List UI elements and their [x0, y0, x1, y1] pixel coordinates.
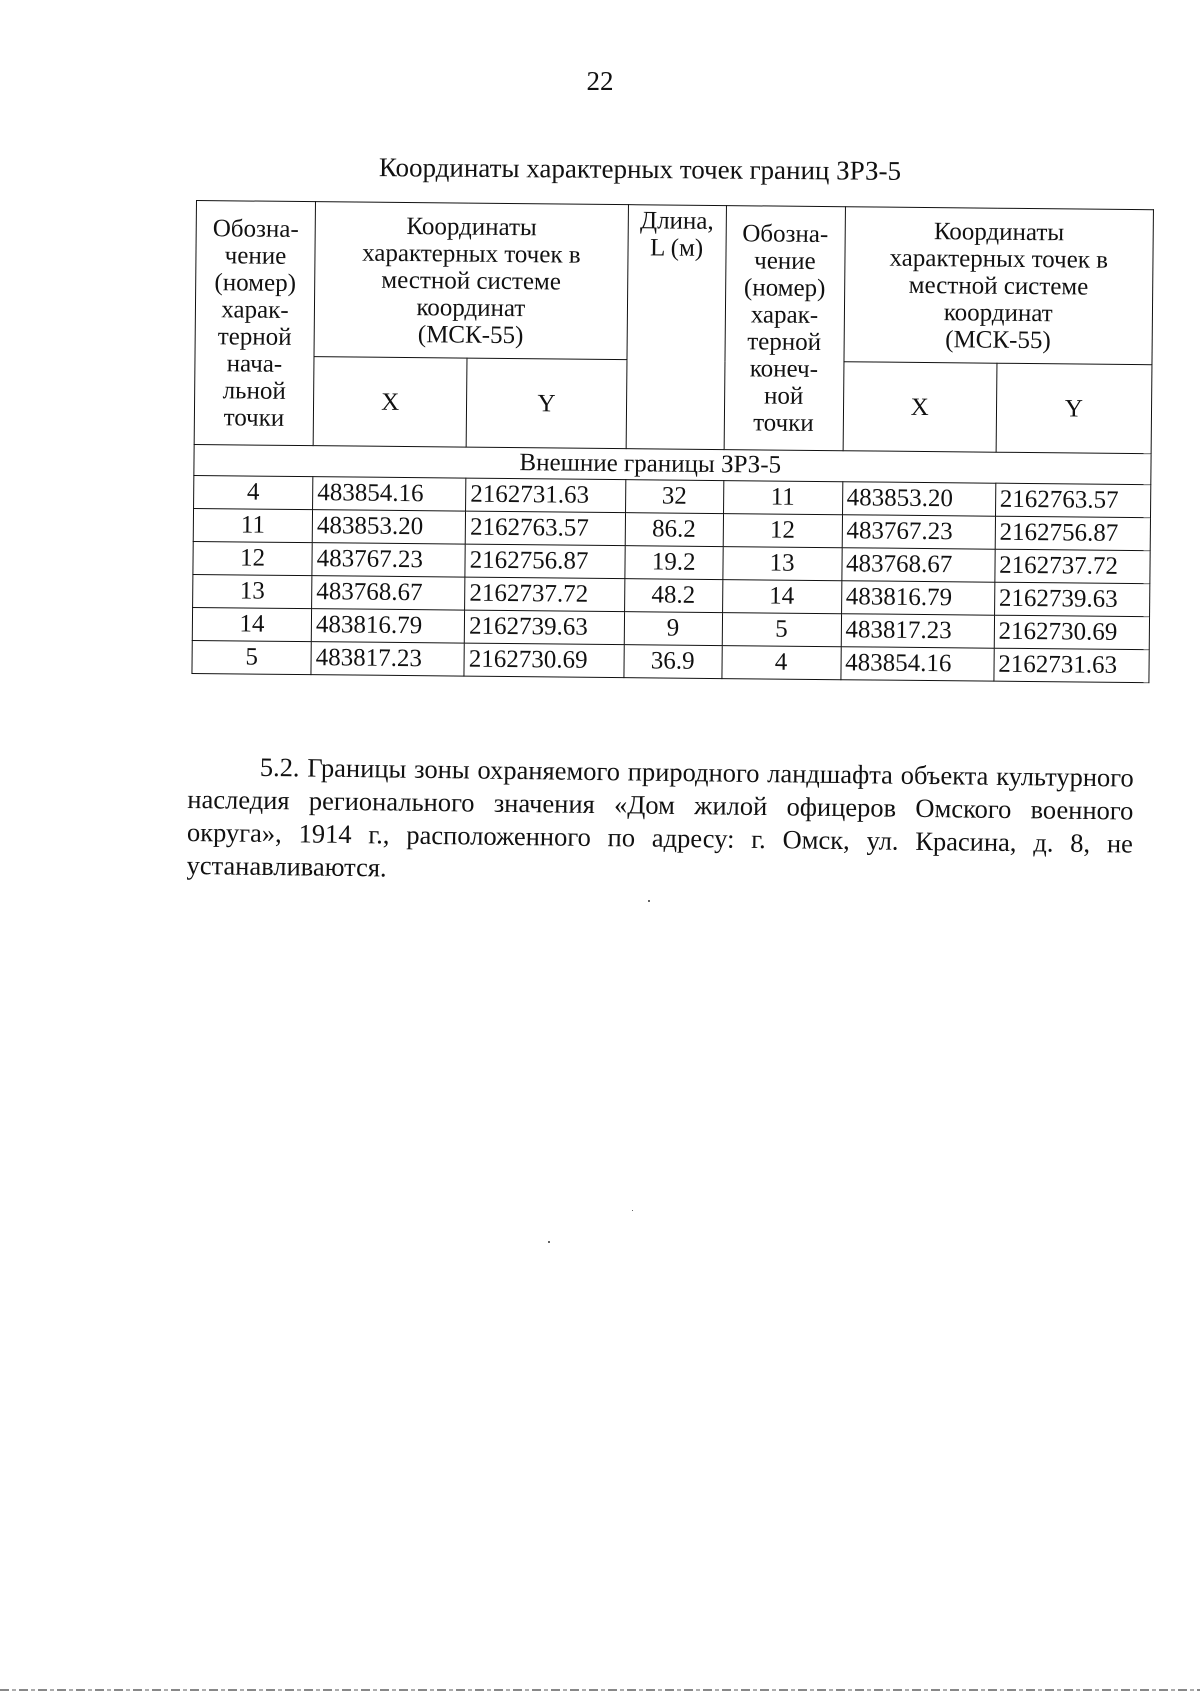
length-cell: 36.9: [624, 645, 722, 679]
page-number: 22: [586, 66, 614, 96]
header-line: точки: [753, 408, 814, 437]
header-line: Координаты: [406, 212, 537, 241]
header-length-lines: [630, 207, 723, 262]
header-end-point-lines: [726, 220, 842, 437]
end-point-cell: 14: [722, 580, 841, 614]
header-line: Длина,: [639, 207, 714, 235]
header-line: чение: [754, 246, 816, 275]
x-end-cell: 483767.23: [842, 515, 995, 549]
header-coords-start-lines: [317, 212, 626, 350]
y-start-cell: 2162756.87: [465, 544, 625, 579]
y-start-cell: 2162731.63: [466, 478, 626, 513]
section-label-text: Внешние границы ЗРЗ-5: [519, 449, 782, 479]
start-point-cell: 11: [193, 508, 312, 542]
x-start-cell: 483853.20: [312, 510, 465, 544]
y-end-cell: 2162756.87: [995, 516, 1151, 550]
y-start-cell: 2162730.69: [464, 643, 624, 678]
y-end-cell: 2162763.57: [995, 483, 1151, 517]
header-line: (МСК-55): [945, 325, 1051, 354]
start-point-cell: 12: [193, 541, 312, 575]
length-cell: 86.2: [625, 513, 723, 547]
header-start-point: [194, 201, 315, 446]
header-line: чение: [224, 241, 287, 270]
length-cell: 19.2: [625, 546, 723, 580]
end-point-cell: 11: [723, 481, 842, 515]
header-line: характерных точек в: [362, 239, 581, 269]
header-line: местной системе: [381, 266, 562, 296]
x-end-cell: 483853.20: [842, 482, 995, 516]
x-start-cell: 483854.16: [313, 477, 466, 511]
start-point-cell: 13: [193, 574, 312, 608]
table-title: Координаты характерных точек границ ЗРЗ-5: [378, 152, 902, 186]
x-end-cell: 483817.23: [841, 614, 994, 648]
scan-edge-line: [0, 1689, 1200, 1691]
header-x-end: X: [843, 362, 997, 452]
header-length: [626, 205, 726, 450]
header-line: ной: [763, 381, 804, 410]
start-point-cell: 4: [194, 475, 313, 509]
header-end-point: [724, 206, 845, 451]
start-point-cell: 14: [192, 607, 311, 641]
y-start-cell: 2162763.57: [465, 511, 625, 546]
scan-speck: [548, 1241, 550, 1243]
length-cell: 48.2: [624, 579, 722, 613]
header-line: L (м): [649, 234, 704, 262]
header-start-point-lines: [197, 215, 313, 432]
header-line: характерных точек в: [889, 244, 1109, 274]
paragraph-5-2: 5.2. Границы зоны охраняемого природного ландшафта объекта культурного наследия регионального значения «Дом жилой офицеров Омского военного округа», 1914 г., расположенного по адресу: г. Омск, ул. Красина, д. 8, не устанавливаются.: [186, 751, 1134, 883]
header-line: терной: [217, 322, 292, 351]
header-line: нача-: [226, 349, 283, 378]
scan-speck: [632, 1210, 633, 1211]
header-line: (номер): [214, 268, 297, 297]
header-line: Координаты: [933, 217, 1065, 246]
y-end-cell: 2162731.63: [994, 648, 1150, 682]
header-coords-end-lines: [846, 217, 1151, 355]
scan-speck: [648, 900, 650, 902]
x-end-cell: 483816.79: [841, 581, 994, 615]
y-start-cell: 2162739.63: [464, 610, 624, 645]
header-coords-end: [844, 207, 1154, 365]
length-cell: 32: [625, 480, 723, 514]
y-end-cell: 2162739.63: [994, 582, 1150, 616]
header-line: (номер): [743, 273, 826, 302]
header-line: конеч-: [749, 354, 819, 383]
coordinates-table: [191, 200, 1154, 683]
header-x: X: [313, 357, 467, 447]
header-line: харак-: [750, 300, 819, 329]
header-coords-start: [314, 202, 628, 360]
start-point-cell: 5: [192, 640, 311, 674]
header-line: льной: [222, 376, 286, 405]
header-line: Обозна-: [212, 214, 299, 243]
header-line: точки: [223, 403, 285, 432]
table-body: [192, 444, 1151, 682]
end-point-cell: 4: [721, 646, 840, 680]
x-end-cell: 483854.16: [841, 647, 994, 681]
header-line: Обозна-: [742, 219, 829, 248]
header-line: терной: [747, 327, 822, 356]
end-point-cell: 5: [722, 613, 841, 647]
header-line: (МСК-55): [417, 320, 524, 349]
y-start-cell: 2162737.72: [465, 577, 625, 612]
end-point-cell: 12: [723, 514, 842, 548]
x-start-cell: 483767.23: [312, 543, 465, 577]
header-y: Y: [466, 358, 626, 449]
header-y-end: Y: [996, 363, 1152, 453]
header-line: координат: [943, 298, 1053, 327]
x-start-cell: 483768.67: [312, 576, 465, 610]
x-end-cell: 483768.67: [841, 548, 994, 582]
x-start-cell: 483816.79: [311, 609, 464, 643]
x-start-cell: 483817.23: [311, 642, 464, 676]
length-cell: 9: [624, 612, 722, 646]
header-line: местной системе: [908, 271, 1089, 301]
header-line: харак-: [221, 295, 289, 324]
header-line: координат: [416, 293, 526, 322]
y-end-cell: 2162730.69: [994, 615, 1150, 649]
end-point-cell: 13: [722, 547, 841, 581]
y-end-cell: 2162737.72: [995, 549, 1151, 583]
